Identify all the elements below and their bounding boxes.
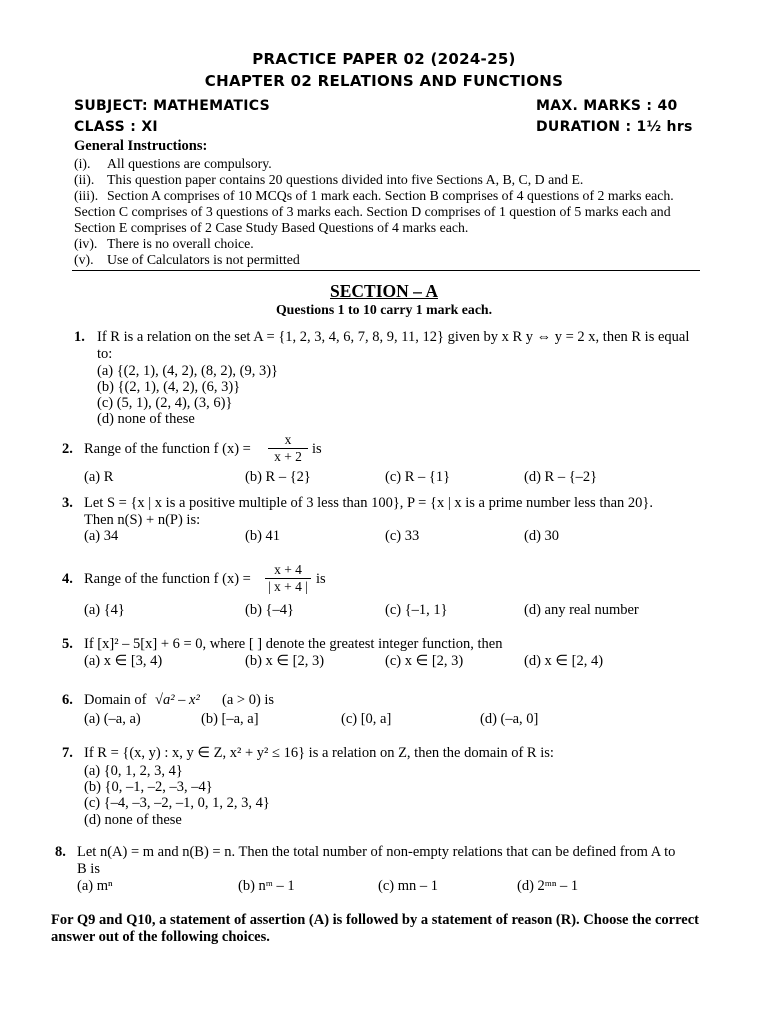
question-text: Let n(A) = m and n(B) = n. Then the total number of non-empty relations that can be defined from A to B is [77, 844, 676, 877]
section-subtitle: Questions 1 to 10 carry 1 mark each. [275, 302, 493, 317]
option: (b) 41 [245, 528, 281, 544]
option: (b) [–a, a] [201, 711, 259, 727]
instructions-title: General Instructions: [74, 138, 208, 154]
question-text: Domain of [84, 692, 147, 708]
option: (b) nᵐ – 1 [238, 878, 295, 894]
option: (d) 30 [524, 528, 560, 544]
instruction-item [74, 172, 700, 188]
question-text: Let S = {x | x is a positive multiple of 3 less than 100}, P = {x | x is a prime number less than 20}. Then n(S) + n(P) is: [84, 495, 653, 528]
fraction-denominator: | x + 4 | [265, 578, 311, 595]
question-suffix: (a > 0) is [222, 692, 275, 708]
question-number: 1. [74, 329, 85, 345]
max-marks-label: MAX. MARKS : 40 [536, 98, 678, 114]
option: (b) x ∈ [2, 3) [245, 653, 325, 669]
instruction-item [74, 236, 700, 252]
option: (b) {0, –1, –2, –3, –4} [84, 779, 213, 795]
option: (a) (–a, a) [84, 711, 141, 727]
question-text: If [x]² – 5[x] + 6 = 0, where [ ] denote the greatest integer function, then [84, 636, 503, 652]
option: (d) x ∈ [2, 4) [524, 653, 604, 669]
option: (c) x ∈ [2, 3) [385, 653, 464, 669]
fraction [268, 432, 308, 465]
assertion-note: For Q9 and Q10, a statement of assertion (A) is followed by a statement of reason (R). Choose the correct answer out of the following choices. [51, 912, 699, 945]
class-label: CLASS : XI [74, 119, 158, 135]
option: (c) {–4, –3, –2, –1, 0, 1, 2, 3, 4} [84, 795, 270, 811]
question-text: Range of the function f (x) = [84, 571, 251, 587]
option: (a) x ∈ [3, 4) [84, 653, 163, 669]
option: (b) {(2, 1), (4, 2), (6, 3)} [97, 379, 241, 395]
option: (a) {(2, 1), (4, 2), (8, 2), (9, 3)} [97, 363, 279, 379]
instruction-item [74, 188, 700, 236]
fraction [265, 562, 311, 595]
question-number: 4. [62, 571, 73, 587]
option: (c) (5, 1), (2, 4), (3, 6)} [97, 395, 233, 411]
option: (a) {0, 1, 2, 3, 4} [84, 763, 183, 779]
option: (d) none of these [97, 411, 195, 427]
option: (c) R – {1} [385, 469, 451, 485]
option: (a) mⁿ [77, 878, 113, 894]
fraction-numerator: x + 4 [274, 562, 302, 577]
question-text: If R is a relation on the set A = {1, 2, 3, 4, 6, 7, 8, 9, 11, 12} given by x R y ⇔ y = 2 x, then R is equal to: [97, 329, 690, 362]
instruction-number: (iii). [74, 188, 99, 203]
paper-title: PRACTICE PAPER 02 (2024-25) [252, 50, 516, 68]
option: (a) 34 [84, 528, 119, 544]
fraction-denominator: x + 2 [268, 448, 308, 465]
option: (b) {–4} [245, 602, 294, 618]
option: (d) 2ᵐⁿ – 1 [517, 878, 579, 894]
option: (d) (–a, 0] [480, 711, 539, 727]
question-number: 5. [62, 636, 73, 652]
instruction-text: Use of Calculators is not permitted [107, 252, 300, 267]
option: (a) R [84, 469, 114, 485]
question-suffix: is [316, 571, 326, 587]
instruction-text: All questions are compulsory. [107, 156, 272, 171]
question-text: If R = {(x, y) : x, y ∈ Z, x² + y² ≤ 16} is a relation on Z, then the domain of R is: [84, 745, 554, 761]
question-suffix: is [312, 441, 322, 457]
option: (c) {–1, 1} [385, 602, 448, 618]
duration-label: DURATION : 1½ hrs [536, 119, 693, 135]
radical-expression: √a² – x² [155, 692, 200, 708]
instruction-number: (iv). [74, 236, 98, 251]
subject-label: SUBJECT: MATHEMATICS [74, 98, 270, 114]
question-text: Range of the function f (x) = [84, 441, 251, 457]
option: (c) 33 [385, 528, 420, 544]
instruction-number: (ii). [74, 172, 95, 187]
option: (c) mn – 1 [378, 878, 438, 894]
instruction-item [74, 156, 700, 172]
option: (b) R – {2} [245, 469, 311, 485]
question-number: 7. [62, 745, 73, 761]
question-number: 8. [55, 844, 66, 860]
question-number: 3. [62, 495, 73, 511]
option: (d) R – {–2} [524, 469, 598, 485]
option: (d) any real number [524, 602, 639, 618]
question-number: 6. [62, 692, 73, 708]
question-number: 2. [62, 441, 73, 457]
fraction-numerator: x [284, 432, 292, 447]
option: (d) none of these [84, 812, 182, 828]
instruction-text: Section A comprises of 10 MCQs of 1 mark each. Section B comprises of 4 questions of 2 marks each. Section C comprises of 3 questions of 3 marks each. Section D comprises of 1 question of 5 marks each and Section E comprises of 2 Case Study Based Questions of 4 marks each. [74, 188, 674, 235]
instruction-text: There is no overall choice. [107, 236, 254, 251]
option: (a) {4} [84, 602, 125, 618]
chapter-title: CHAPTER 02 RELATIONS AND FUNCTIONS [204, 72, 564, 90]
option: (c) [0, a] [341, 711, 392, 727]
instruction-number: (i). [74, 156, 91, 171]
instruction-item [74, 252, 700, 268]
divider [72, 270, 700, 271]
instruction-text: This question paper contains 20 questions divided into five Sections A, B, C, D and E. [107, 172, 584, 187]
section-title: SECTION – A [330, 281, 438, 301]
instruction-number: (v). [74, 252, 94, 267]
